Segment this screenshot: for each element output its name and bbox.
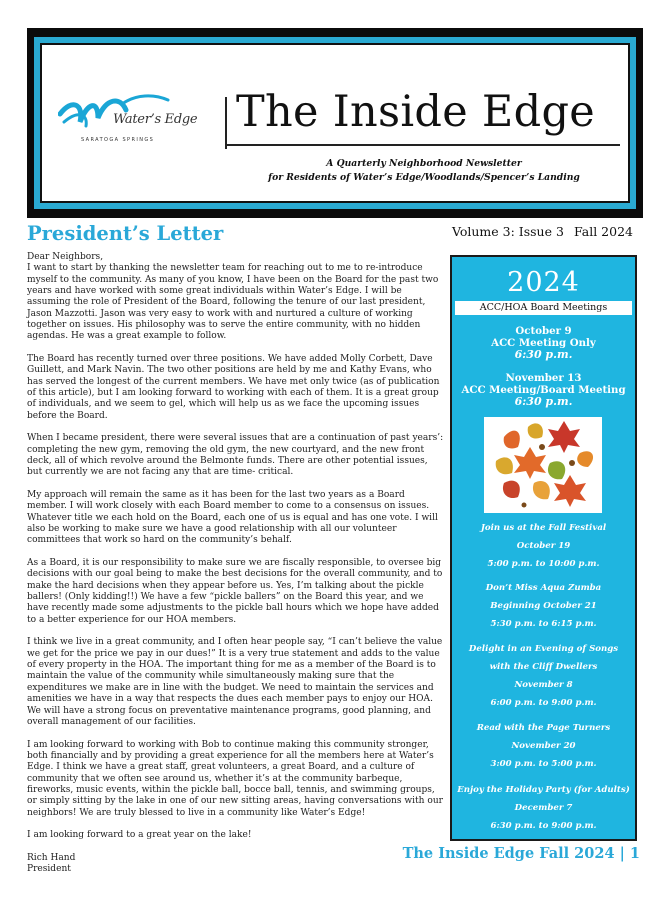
events-sidebar bbox=[450, 255, 637, 841]
letter-paragraph: I am looking forward to a great year on the lake! bbox=[27, 830, 252, 841]
letter-body bbox=[27, 252, 445, 876]
event-time: 5:30 p.m. to 6:15 p.m. bbox=[490, 619, 597, 629]
meeting-time: 6:30 p.m. bbox=[514, 395, 573, 408]
event-item bbox=[452, 579, 635, 633]
event-time: 6:00 p.m. to 9:00 p.m. bbox=[490, 698, 597, 708]
newsletter-title: The Inside Edge bbox=[236, 87, 596, 137]
event-title: Join us at the Fall Festival bbox=[480, 523, 607, 533]
signature-name: Rich Hand bbox=[27, 852, 76, 863]
masthead-rule bbox=[227, 144, 620, 146]
event-date: November 20 bbox=[511, 741, 576, 751]
meeting-item bbox=[452, 325, 635, 361]
presidents-letter-heading: President’s Letter bbox=[27, 222, 224, 245]
event-title: Enjoy the Holiday Party (for Adults) bbox=[457, 785, 630, 795]
signature-title: President bbox=[27, 864, 71, 875]
letter-paragraph: I am looking forward to working with Bob to continue making this community stronger, both financially and by providing a great experience for all the members here at Water’s Edge. I think we have a great staff, great volunteers, a great Board, and a culture of community that we often see around us, whether it’s at the community barbeque, fireworks, music events, within the pickle ball, bocce ball, tennis, and swimming groups, or simply sitting by the lake in one of our new sitting areas, having conversations with our neighbors! We are truly blessed to live in a community like Water’s Edge! bbox=[27, 739, 443, 818]
letter-paragraph: The Board has recently turned over three positions. We have added Molly Corbett, Dave Guillett, and Mark Navin. The two other positions are held by me and Kathy Evans, who has served the longest of the current members. We have met only twice (as of publication of this article), but I am looking forward to working with each of them. It is a great group of individuals, and we seem to gel, which will help us as we face the upcoming issues before the Board. bbox=[27, 354, 440, 421]
event-item bbox=[452, 719, 635, 773]
event-date: Beginning October 21 bbox=[490, 601, 597, 611]
event-title: Delight in an Evening of Songs bbox=[468, 644, 619, 654]
meeting-name: ACC Meeting/Board Meeting bbox=[461, 384, 626, 396]
volume-issue: Volume 3: Issue 3 bbox=[451, 224, 564, 239]
event-date: October 19 bbox=[516, 541, 571, 551]
event-date: December 7 bbox=[514, 803, 573, 813]
event-subtitle: with the Cliff Dwellers bbox=[489, 662, 598, 672]
meeting-date: October 9 bbox=[515, 325, 572, 337]
newsletter-subtitle bbox=[228, 157, 620, 185]
meeting-item bbox=[452, 372, 635, 408]
autumn-leaves-icon bbox=[484, 417, 602, 513]
letter-paragraph: My approach will remain the same as it has been for the last two years as a Board member. I will work closely with each Board member to come to a consensus on issues. Whatever title we each hold on the Board, each one of us is equal and has one vote. I will also be working to make sure we have a good relationship with all our volunteer committees that work so hard on the community’s behalf. bbox=[27, 490, 438, 546]
letter-paragraph: When I became president, there were several issues that are a continuation of past years’: completing the new gym, removing the old gym, the new courtyard, and the new front deck, all of which revolve around the Belmonte funds. There are other potential issues, but currently we are not facing any that are time- critical. bbox=[27, 433, 444, 478]
meeting-date: November 13 bbox=[505, 372, 582, 384]
issue-season: Fall 2024 bbox=[573, 224, 633, 239]
event-date: November 8 bbox=[514, 680, 573, 690]
letter-greeting: Dear Neighbors, bbox=[27, 252, 104, 262]
subtitle-line-2: for Residents of Water’s Edge/Woodlands/Spencer’s Landing bbox=[268, 172, 580, 183]
event-item bbox=[452, 519, 635, 573]
letter-paragraph: I want to start by thanking the newsletter team for reaching out to me to re-introduce myself to the community. As many of you know, I have been on the Board for the past two years and have worked with some great individuals within Water’s Edge. I will be assuming the role of President of the Board, following the tenure of our last president, Jason Mazzotti. Jason was very easy to work with and nurtured a culture of working together on issues. His philosophy was to serve the entire community, with no hidden agendas. He was a great example to follow. bbox=[27, 263, 439, 342]
event-time: 5:00 p.m. to 10:00 p.m. bbox=[487, 559, 600, 569]
event-title: Don’t Miss Aqua Zumba bbox=[485, 583, 602, 593]
meeting-time: 6:30 p.m. bbox=[514, 348, 573, 361]
letter-paragraph: As a Board, it is our responsibility to make sure we are fiscally responsible, to oversee big decisions with our goal being to make the best decisions for the overall community, and to make the hard decisions when they appear before us. Yes, I’m talking about the pickle ballers! (Only kidding!!) We have a few “pickle ballers” on the Board this year, and we have recently made some adjustments to the pickle ball hours which we hope have added to a better experience for our HOA members. bbox=[27, 558, 443, 625]
logo-wordmark: Water’s Edge bbox=[113, 112, 198, 127]
event-item bbox=[452, 781, 635, 835]
event-time: 3:00 p.m. to 5:00 p.m. bbox=[490, 759, 597, 769]
event-item bbox=[452, 640, 635, 712]
letter-paragraph: I think we live in a great community, and I often hear people say, “I can’t believe the value we get for the price we pay in our dues!” It is a very true statement and adds to the value of every property in the HOA. The important thing for me as a member of the Board is to maintain the value of the community while simultaneously making sure that the expenditures we make are in line with the budget. We need to maintain the services and amenities we have in a way that respects the dues each member pays to enjoy our HOA. We will have a strong focus on preventative maintenance programs, good planning, and overall management of our facilities. bbox=[27, 637, 443, 727]
issue-info bbox=[452, 224, 633, 239]
event-time: 6:30 p.m. to 9:00 p.m. bbox=[490, 821, 597, 831]
meeting-name: ACC Meeting Only bbox=[491, 337, 596, 349]
board-meetings-band: ACC/HOA Board Meetings bbox=[455, 301, 632, 315]
event-title: Read with the Page Turners bbox=[476, 723, 611, 733]
sidebar-year: 2024 bbox=[507, 267, 580, 298]
logo-subtext: SARATOGA SPRINGS bbox=[81, 137, 155, 143]
masthead-divider bbox=[225, 97, 227, 149]
page-footer: The Inside Edge Fall 2024 | 1 bbox=[402, 845, 640, 862]
subtitle-line-1: A Quarterly Neighborhood Newsletter bbox=[326, 158, 522, 169]
